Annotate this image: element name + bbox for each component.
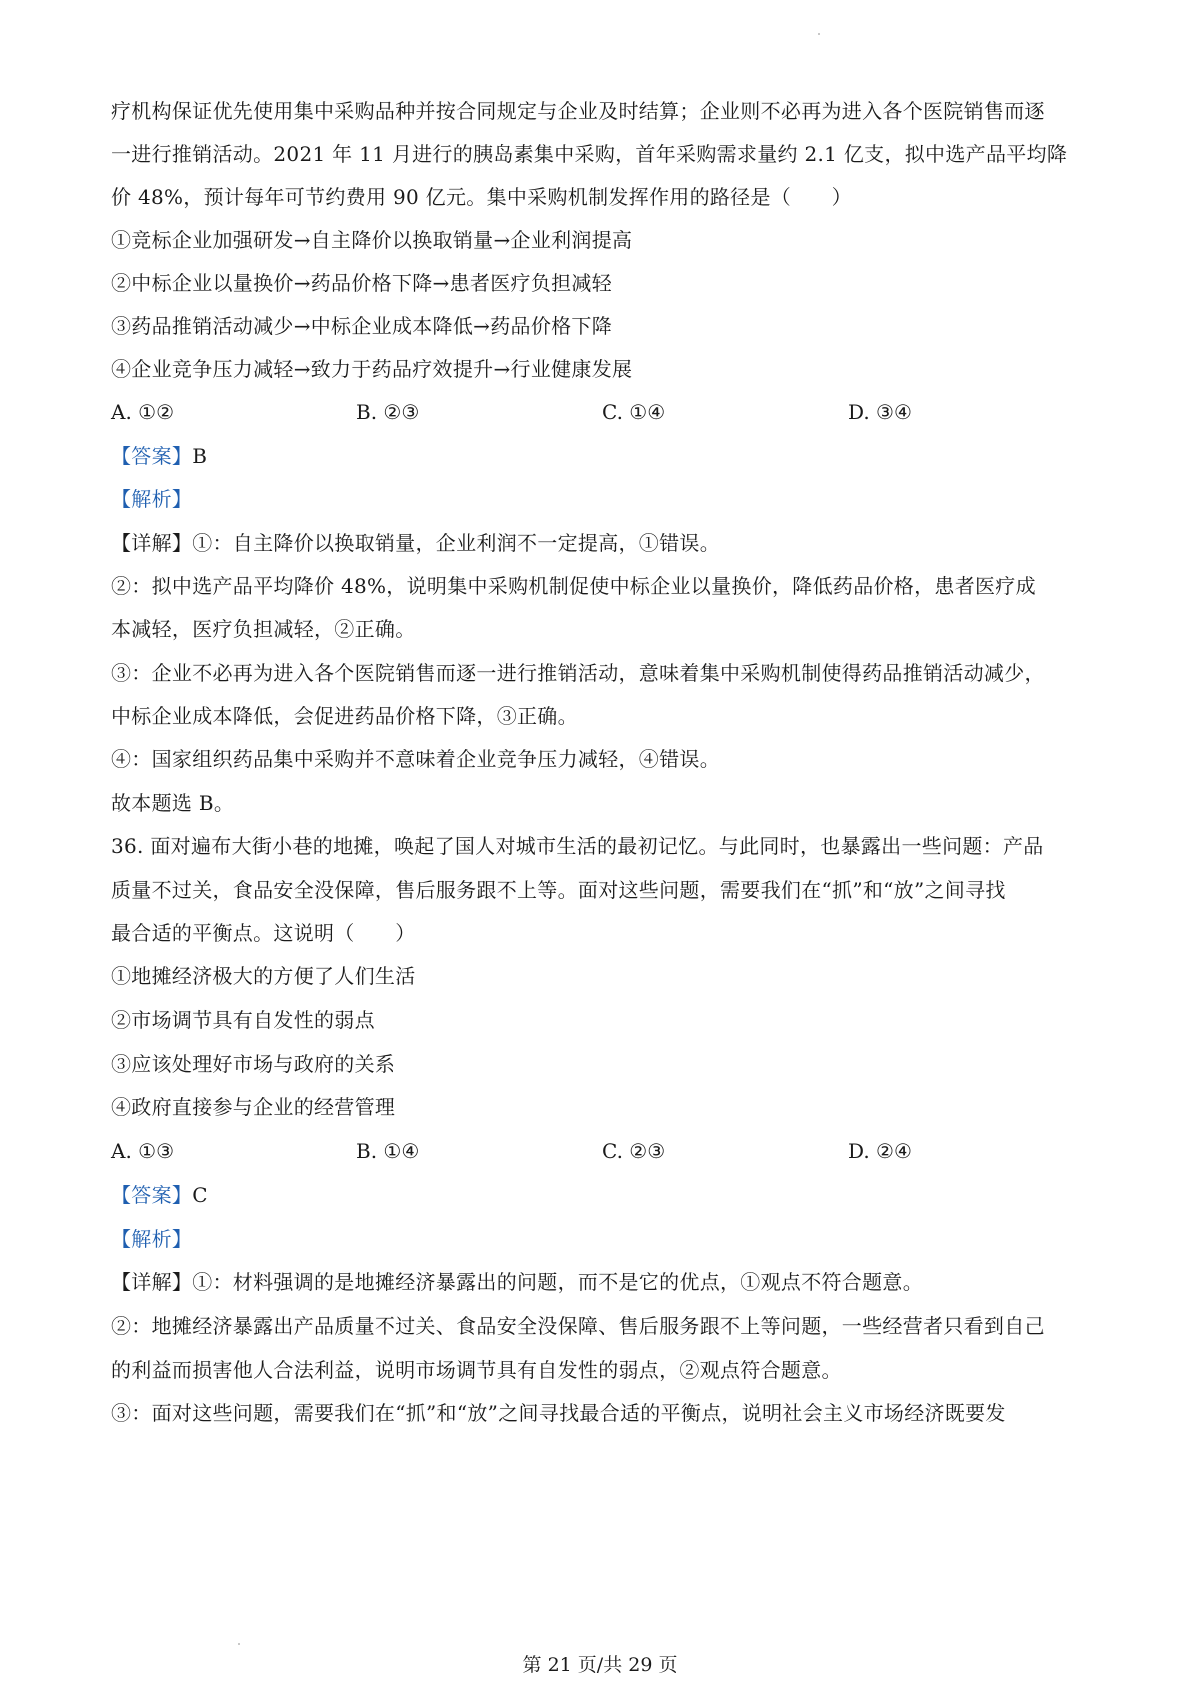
q35-stem-line-1: 疗机构保证优先使用集中采购品种并按合同规定与企业及时结算；企业则不必再为进入各个医院销售而逐 [111,99,1045,123]
q36-options [111,1137,1101,1165]
answer-tag: 【答案】 [111,444,193,468]
q35-option-a: A. ①② [111,400,175,424]
scan-speck [238,1643,240,1645]
q35-stem-line-3: 价 48%，预计每年可节约费用 90 亿元。集中采购机制发挥作用的路径是（ ） [111,185,852,209]
q36-item-2: ②市场调节具有自发性的弱点 [111,1008,375,1032]
page-footer: 第 21 页/共 29 页 [522,1654,678,1676]
q35-detail-2: ②：拟中选产品平均降价 48%，说明集中采购机制促使中标企业以量换价，降低药品价格，患者医疗成 [111,574,1036,598]
q35-option-b: B. ②③ [356,400,420,424]
q35-item-1: ①竞标企业加强研发→自主降价以换取销量→企业利润提高 [111,228,633,252]
q36-stem-line-1: 36. 面对遍布大街小巷的地摊，唤起了国人对城市生活的最初记忆。与此同时，也暴露出一些问题：产品 [111,834,1044,858]
q35-detail-5: 中标企业成本降低，会促进药品价格下降，③正确。 [111,704,578,728]
q36-option-d: D. ②④ [848,1139,912,1163]
answer-value: C [192,1183,208,1207]
q35-detail-3: 本减轻，医疗负担减轻，②正确。 [111,617,416,641]
answer-value: B [192,444,208,468]
q36-item-1: ①地摊经济极大的方便了人们生活 [111,964,416,988]
q36-stem-line-2: 质量不过关，食品安全没保障，售后服务跟不上等。面对这些问题，需要我们在“抓”和“放”之间寻找 [111,878,1006,902]
q36-item-4: ④政府直接参与企业的经营管理 [111,1095,396,1119]
answer-tag: 【答案】 [111,1183,193,1207]
q35-options [111,398,1101,426]
q35-detail-7: 故本题选 B。 [111,791,235,815]
q36-answer [111,1181,1101,1209]
q35-item-3: ③药品推销活动减少→中标企业成本降低→药品价格下降 [111,314,613,338]
q36-stem-line-3: 最合适的平衡点。这说明（ ） [111,921,416,945]
q36-option-c: C. ②③ [602,1139,666,1163]
q35-detail-1: 【详解】①：自主降价以换取销量，企业利润不一定提高，①错误。 [111,531,720,555]
q35-detail-4: ③：企业不必再为进入各个医院销售而逐一进行推销活动，意味着集中采购机制使得药品推销活动减少， [111,661,1045,685]
scan-speck [818,33,820,35]
q36-detail-3: 的利益而损害他人合法利益，说明市场调节具有自发性的弱点，②观点符合题意。 [111,1358,842,1382]
q36-analysis-tag [111,1225,1101,1253]
q35-item-4: ④企业竞争压力减轻→致力于药品疗效提升→行业健康发展 [111,357,633,381]
q35-answer [111,442,1101,470]
q35-stem-line-2: 一进行推销活动。2021 年 11 月进行的胰岛素集中采购，首年采购需求量约 2.1 亿支，拟中选产品平均降 [111,142,1068,166]
q35-option-c: C. ①④ [602,400,666,424]
q36-detail-4: ③：面对这些问题，需要我们在“抓”和“放”之间寻找最合适的平衡点，说明社会主义市场经济既要发 [111,1401,1006,1425]
q36-detail-2: ②：地摊经济暴露出产品质量不过关、食品安全没保障、售后服务跟不上等问题，一些经营者只看到自己 [111,1314,1045,1338]
analysis-tag: 【解析】 [111,1227,193,1251]
q35-detail-6: ④：国家组织药品集中采购并不意味着企业竞争压力减轻，④错误。 [111,747,720,771]
q36-option-a: A. ①③ [111,1139,175,1163]
q35-item-2: ②中标企业以量换价→药品价格下降→患者医疗负担减轻 [111,271,613,295]
q35-option-d: D. ③④ [848,400,912,424]
analysis-tag: 【解析】 [111,487,193,511]
q36-option-b: B. ①④ [356,1139,420,1163]
q36-item-3: ③应该处理好市场与政府的关系 [111,1052,396,1076]
q35-analysis-tag [111,485,1101,513]
q36-detail-1: 【详解】①：材料强调的是地摊经济暴露出的问题，而不是它的优点，①观点不符合题意。 [111,1270,923,1294]
